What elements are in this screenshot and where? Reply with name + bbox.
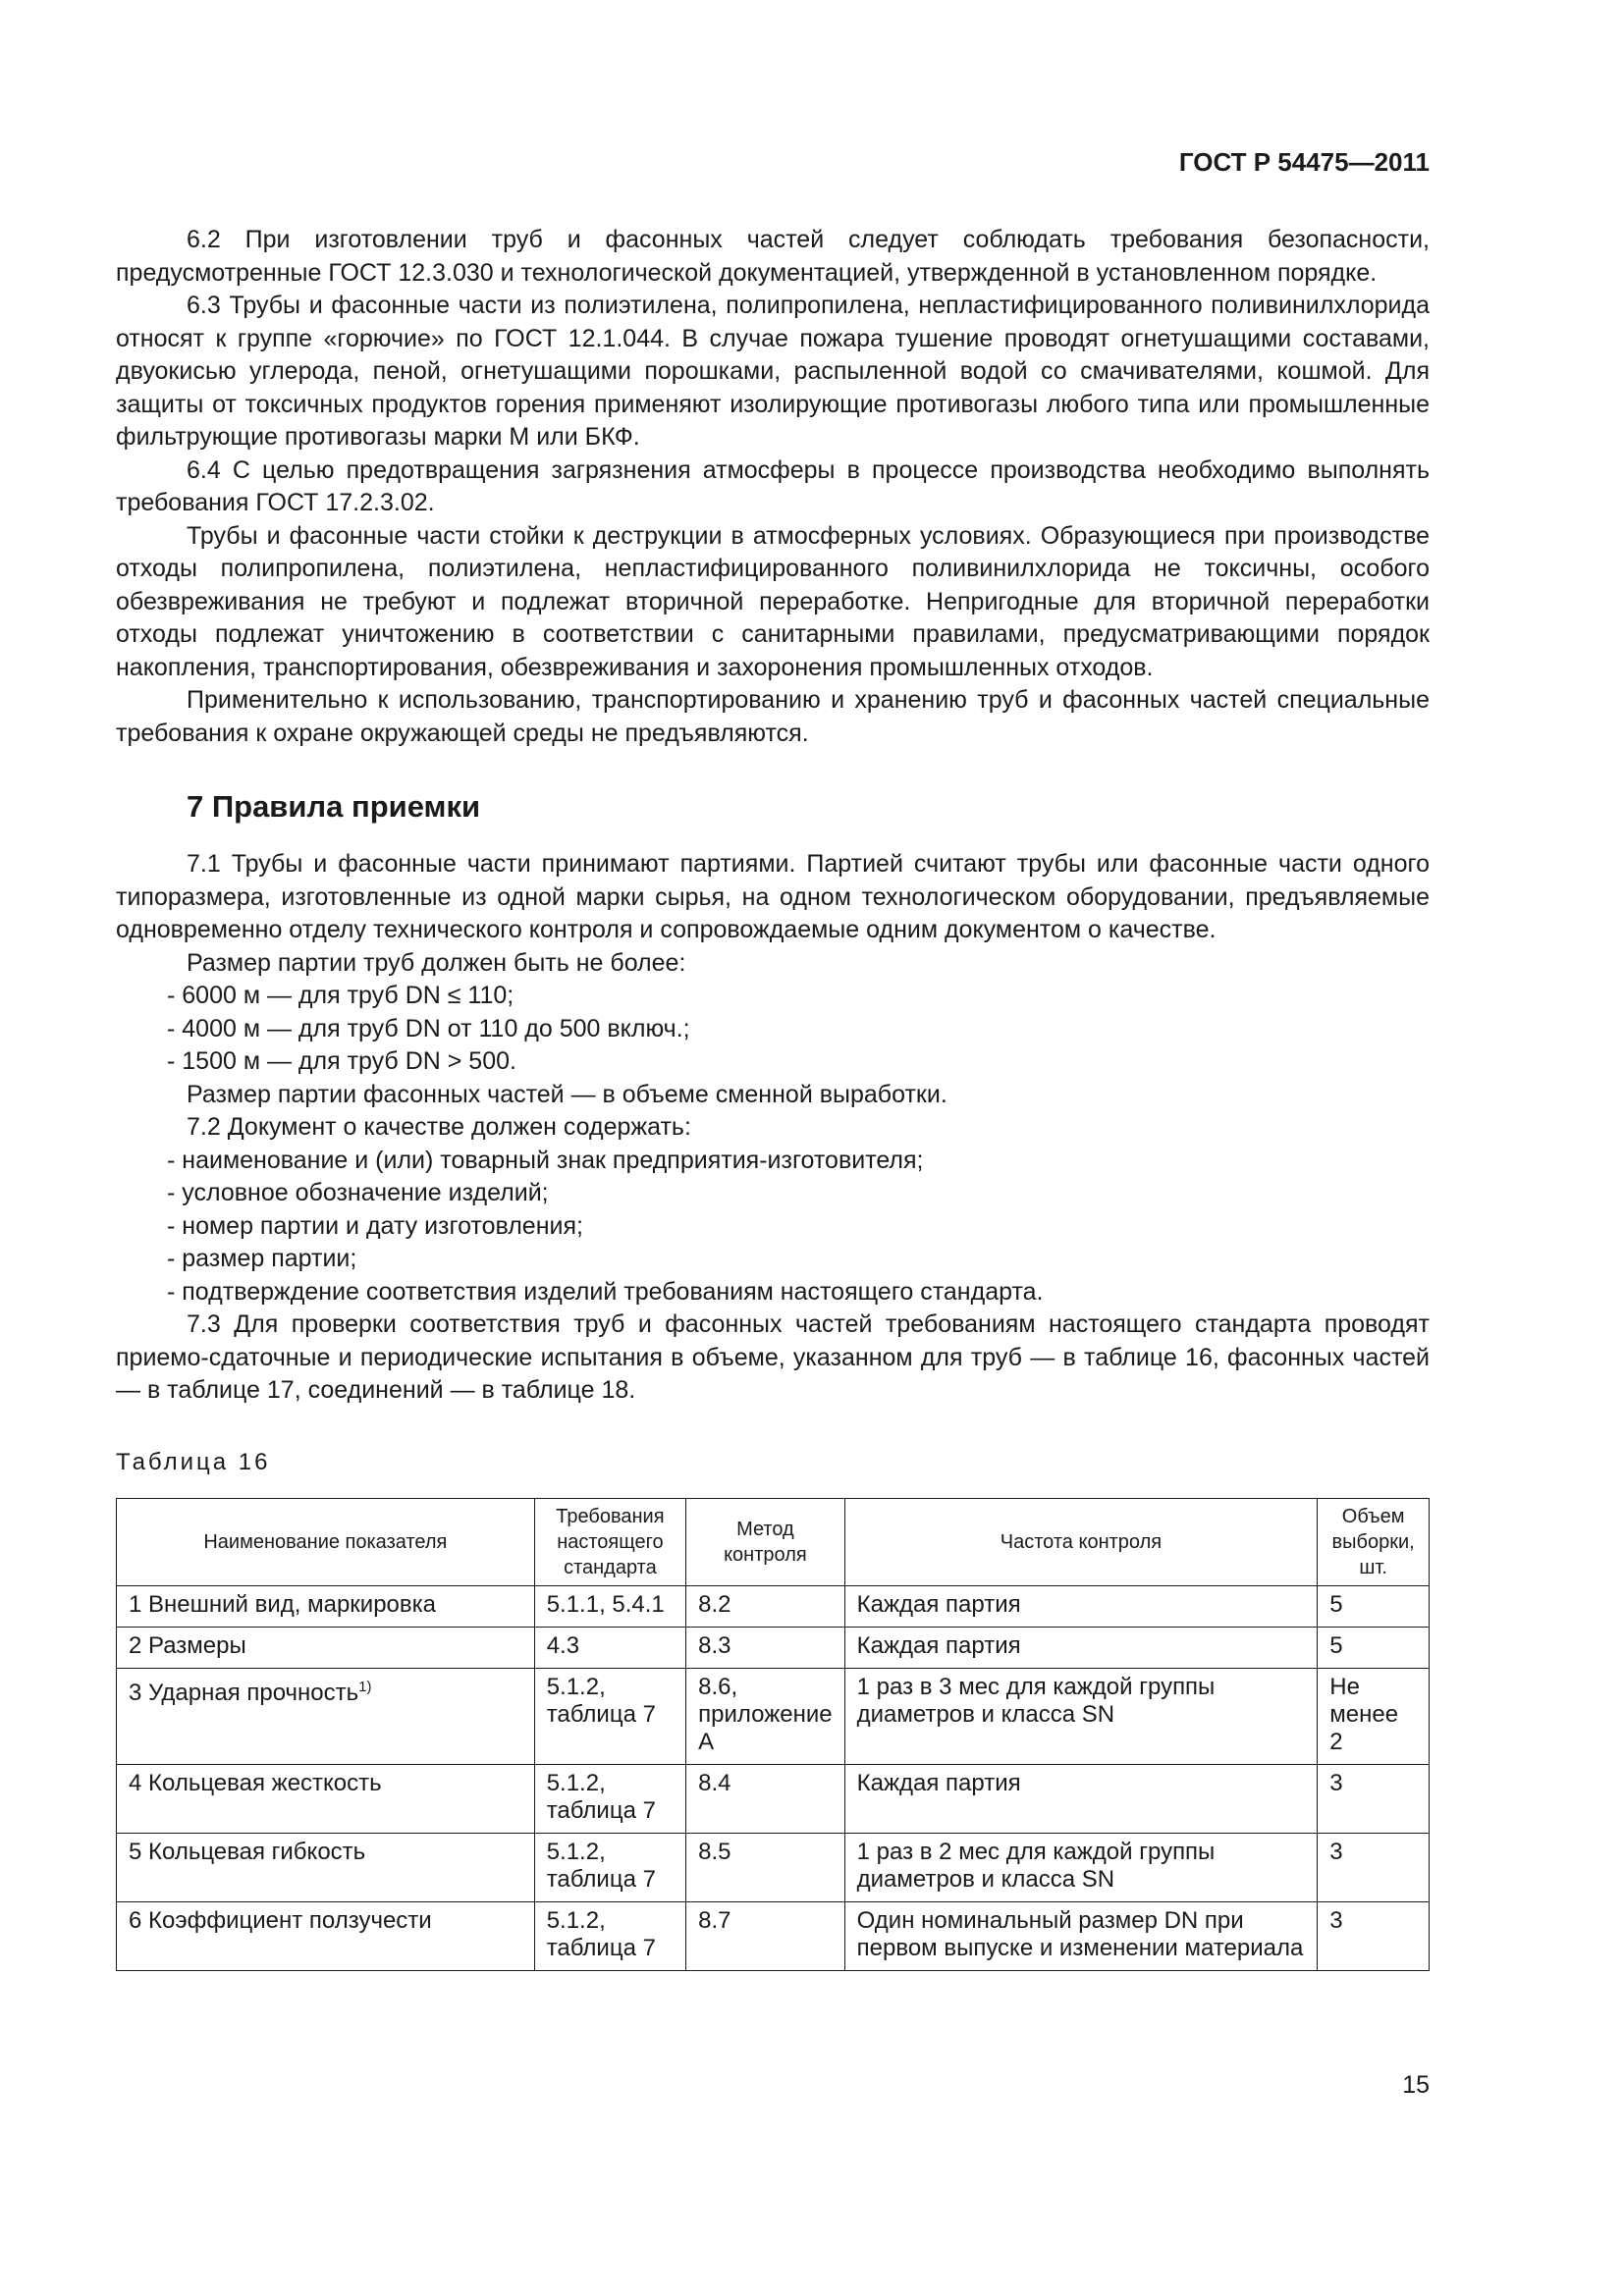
cell-vol: 3 — [1318, 1764, 1430, 1833]
list-item: - 4000 м — для труб DN от 110 до 500 включ.; — [167, 1014, 690, 1042]
cell-name: 3 Ударная прочность$^{1)}$ — [117, 1668, 535, 1764]
paragraph-7-3: 7.3 Для проверки соответствия труб и фасонных частей требованиям настоящего стандарта проводят приемо-сдаточные и периодические испытания в объеме, указанном для труб — в таблице 16, фасонных частей — в таблице 17, соединений — в таблице 18. — [116, 1310, 1430, 1404]
column-header: Объем выборки, шт. — [1318, 1498, 1430, 1585]
paragraph-7-1-lot-size: Размер партии труб должен быть не более: — [187, 948, 686, 977]
cell-vol: 3 — [1318, 1901, 1430, 1970]
table-row — [117, 1901, 1430, 1970]
table-16 — [116, 1498, 1430, 1971]
column-header: Наименование показателя — [117, 1498, 535, 1585]
paragraph-7-2: 7.2 Документ о качестве должен содержать: — [187, 1113, 691, 1141]
paragraph-6-4-waste: Трубы и фасонные части стойки к деструкции в атмосферных условиях. Образующиеся при производстве отходы полипропилена, полиэтилена, непластифицированного поливинилхлорида не токсичны, особого обезвреживания не требуют и подлежат вторичной переработке. Непригодные для вторичной переработки отходы подлежат уничтожению в соответствии с санитарными правилами, предусматривающими порядок накопления, транспортирования, обезвреживания и захоронения промышленных отходов. — [116, 521, 1430, 681]
paragraph-6-4: 6.4 С целью предотвращения загрязнения атмосферы в процессе производства необходимо выполнять требования ГОСТ 17.2.3.02. — [116, 455, 1430, 516]
cell-freq: 1 раз в 2 мес для каждой группы диаметров и класса SN — [844, 1833, 1318, 1901]
footnote-mark: 1) — [358, 1678, 372, 1695]
cell-method: 8.6, приложение А — [686, 1668, 845, 1764]
paragraph-6-4-environment: Применительно к использованию, транспортированию и хранению труб и фасонных частей специальные требования к охране окружающей среды не предъявляются. — [116, 686, 1430, 747]
cell-method: 8.4 — [686, 1764, 845, 1833]
cell-req: 5.1.2, таблица 7 — [534, 1764, 685, 1833]
document-code: ГОСТ Р 54475—2011 — [1178, 147, 1430, 177]
cell-vol: 3 — [1318, 1833, 1430, 1901]
cell-method: 8.7 — [686, 1901, 845, 1970]
cell-name: 6 Коэффициент ползучести — [117, 1901, 535, 1970]
cell-vol: 5 — [1318, 1585, 1430, 1627]
cell-freq: Каждая партия — [844, 1585, 1318, 1627]
column-header: Метод контроля — [686, 1498, 845, 1585]
list-item: - наименование и (или) товарный знак предприятия-изготовителя; — [167, 1146, 924, 1174]
table-header-row — [117, 1498, 1430, 1585]
cell-req: 5.1.2, таблица 7 — [534, 1901, 685, 1970]
paragraph-7-1-fittings: Размер партии фасонных частей — в объеме сменной выработки. — [187, 1080, 947, 1108]
list-item: - номер партии и дату изготовления; — [167, 1211, 583, 1240]
cell-method: 8.2 — [686, 1585, 845, 1627]
paragraph-7-1: 7.1 Трубы и фасонные части принимают партиями. Партией считают трубы или фасонные части одного типоразмера, изготовленные из одной марки сырья, на одном технологическом оборудовании, предъявляемые одновременно отделу технического контроля и сопровождаемые одним документом о качестве. — [116, 850, 1430, 943]
table-row — [117, 1627, 1430, 1668]
table-caption: Таблица 16 — [116, 1448, 271, 1475]
table-row — [117, 1585, 1430, 1627]
content — [116, 224, 1430, 1971]
cell-freq: 1 раз в 3 мес для каждой группы диаметров и класса SN — [844, 1668, 1318, 1764]
cell-req: 4.3 — [534, 1627, 685, 1668]
table-row — [117, 1833, 1430, 1901]
cell-method: 8.3 — [686, 1627, 845, 1668]
column-header: Требования настоящего стандарта — [534, 1498, 685, 1585]
cell-freq: Каждая партия — [844, 1764, 1318, 1833]
cell-req: 5.1.1, 5.4.1 — [534, 1585, 685, 1627]
list-item: - подтверждение соответствия изделий требованиям настоящего стандарта. — [167, 1277, 1044, 1306]
cell-name: 5 Кольцевая гибкость — [117, 1833, 535, 1901]
section-7-title: 7 Правила приемки — [187, 789, 481, 824]
page-number: 15 — [1402, 2071, 1430, 2099]
cell-req: 5.1.2, таблица 7 — [534, 1668, 685, 1764]
cell-freq: Каждая партия — [844, 1627, 1318, 1668]
column-header: Частота контроля — [844, 1498, 1318, 1585]
table-row — [117, 1668, 1430, 1764]
list-item: - 1500 м — для труб DN > 500. — [167, 1047, 516, 1075]
paragraph-6-3: 6.3 Трубы и фасонные части из полиэтилена, полипропилена, непластифицированного поливинилхлорида относят к группе «горючие» по ГОСТ 12.1.044. В случае пожара тушение проводят огнетушащими составами, двуокисью углерода, пеной, огнетушащими порошками, распыленной водой со смачивателями, кошмой. Для защиты от токсичных продуктов горения применяют изолирующие противогазы любого типа или промышленные фильтрующие противогазы марки М или БКФ. — [116, 292, 1430, 451]
cell-vol: Не менее 2 — [1318, 1668, 1430, 1764]
cell-req: 5.1.2, таблица 7 — [534, 1833, 685, 1901]
list-item: - размер партии; — [167, 1245, 357, 1272]
table-row — [117, 1764, 1430, 1833]
list-item: - условное обозначение изделий; — [167, 1179, 549, 1206]
cell-name: 1 Внешний вид, маркировка — [117, 1585, 535, 1627]
cell-freq: Один номинальный размер DN при первом выпуске и изменении материала — [844, 1901, 1318, 1970]
cell-vol: 5 — [1318, 1627, 1430, 1668]
cell-name: 4 Кольцевая жесткость — [117, 1764, 535, 1833]
cell-name: 2 Размеры — [117, 1627, 535, 1668]
cell-method: 8.5 — [686, 1833, 845, 1901]
paragraph-6-2: 6.2 При изготовлении труб и фасонных частей следует соблюдать требования безопасности, предусмотренные ГОСТ 12.3.030 и технологической документацией, утвержденной в установленном порядке. — [116, 226, 1430, 287]
list-item: - 6000 м — для труб DN ≤ 110; — [167, 982, 514, 1009]
